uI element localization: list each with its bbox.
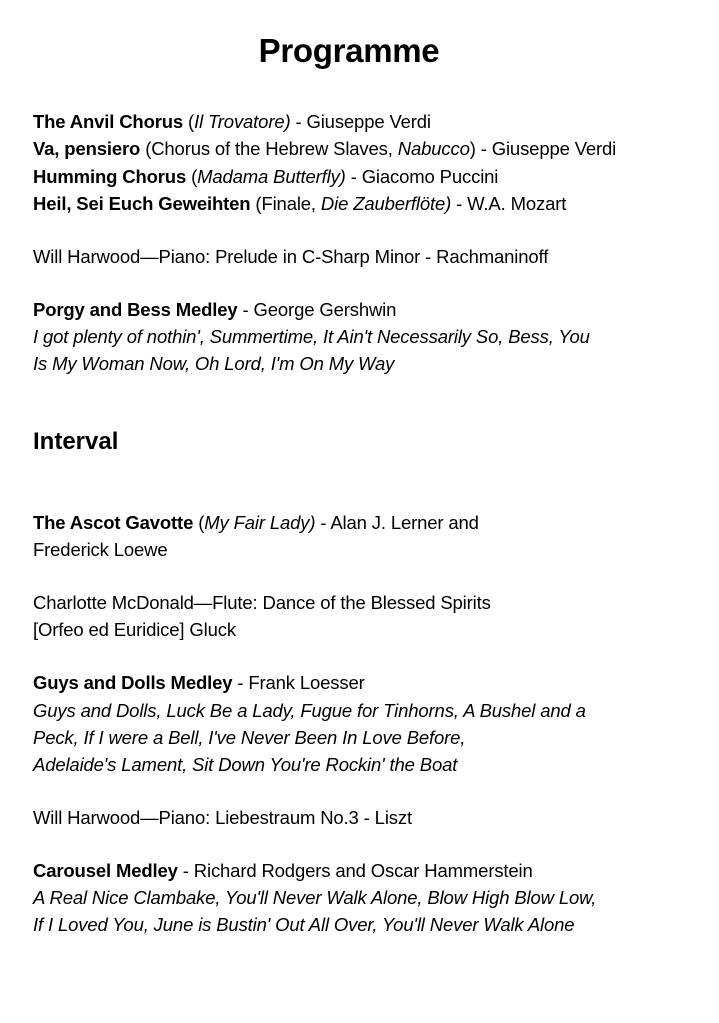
piece-title: The Anvil Chorus bbox=[33, 111, 184, 132]
composer: - Alan J. Lerner and bbox=[315, 512, 479, 533]
va-pensiero-line bbox=[33, 135, 616, 162]
composer: - W.A. Mozart bbox=[451, 193, 567, 214]
composer: ) - Giuseppe Verdi bbox=[469, 138, 617, 159]
opera-name: Die Zauberflöte) bbox=[320, 193, 452, 214]
piano-solo-2: Will Harwood—Piano: Liebestraum No.3 - Liszt bbox=[33, 807, 412, 828]
humming-chorus-line bbox=[33, 163, 498, 190]
piece-title: Porgy and Bess Medley bbox=[33, 299, 238, 320]
show-name: My Fair Lady) bbox=[204, 512, 316, 533]
porgy-medley-line bbox=[33, 296, 396, 323]
interval-heading: Interval bbox=[33, 428, 119, 455]
composer: - George Gershwin bbox=[237, 299, 397, 320]
piece-title: Guys and Dolls Medley bbox=[33, 672, 233, 693]
composer: - Frank Loesser bbox=[232, 672, 365, 693]
piano-solo-1: Will Harwood—Piano: Prelude in C-Sharp Minor - Rachmaninoff bbox=[33, 246, 549, 267]
guys-songs-1 bbox=[33, 697, 586, 724]
song-list: Guys and Dolls, Luck Be a Lady, Fugue for Tinhorns, A Bushel and a bbox=[33, 700, 586, 721]
flute-solo-2: [Orfeo ed Euridice] Gluck bbox=[33, 619, 236, 640]
guys-songs-2 bbox=[33, 724, 465, 751]
ascot-gavotte-line-2: Frederick Loewe bbox=[33, 539, 168, 560]
song-list: If I Loved You, June is Bustin' Out All Over, You'll Never Walk Alone bbox=[33, 914, 575, 935]
porgy-songs-2 bbox=[33, 350, 394, 377]
song-list: Peck, If I were a Bell, I've Never Been In Love Before, bbox=[33, 727, 466, 748]
song-list: Adelaide's Lament, Sit Down You're Rockin' the Boat bbox=[33, 754, 458, 775]
song-list: Is My Woman Now, Oh Lord, I'm On My Way bbox=[33, 353, 395, 374]
porgy-songs-1 bbox=[33, 323, 590, 350]
carousel-songs-1 bbox=[33, 884, 596, 911]
song-list: A Real Nice Clambake, You'll Never Walk Alone, Blow High Blow Low, bbox=[33, 887, 597, 908]
opera-name: Il Trovatore) bbox=[194, 111, 291, 132]
opera-name: Nabucco bbox=[397, 138, 470, 159]
guys-dolls-line bbox=[33, 669, 365, 696]
anvil-chorus-line bbox=[33, 108, 431, 135]
page-title: Programme bbox=[258, 32, 440, 69]
paren: ( bbox=[183, 111, 195, 132]
paren: ( bbox=[193, 512, 205, 533]
description: (Chorus of the Hebrew Slaves, bbox=[140, 138, 398, 159]
paren: ( bbox=[186, 166, 198, 187]
guys-songs-3 bbox=[33, 751, 457, 778]
composer: - Giacomo Puccini bbox=[345, 166, 499, 187]
description: (Finale, bbox=[250, 193, 321, 214]
piece-title: Humming Chorus bbox=[33, 166, 187, 187]
opera-name: Madama Butterfly) bbox=[197, 166, 346, 187]
flute-solo-1: Charlotte McDonald—Flute: Dance of the Blessed Spirits bbox=[33, 592, 491, 613]
piece-title: Heil, Sei Euch Geweihten bbox=[33, 193, 251, 214]
piece-title: The Ascot Gavotte bbox=[33, 512, 194, 533]
ascot-gavotte-line bbox=[33, 509, 479, 536]
piece-title: Carousel Medley bbox=[33, 860, 178, 881]
composer: - Giuseppe Verdi bbox=[290, 111, 431, 132]
heil-line bbox=[33, 190, 566, 217]
piece-title: Va, pensiero bbox=[33, 138, 141, 159]
composer: - Richard Rodgers and Oscar Hammerstein bbox=[177, 860, 533, 881]
song-list: I got plenty of nothin', Summertime, It Ain't Necessarily So, Bess, You bbox=[33, 326, 590, 347]
carousel-line bbox=[33, 857, 533, 884]
carousel-songs-2 bbox=[33, 911, 574, 938]
